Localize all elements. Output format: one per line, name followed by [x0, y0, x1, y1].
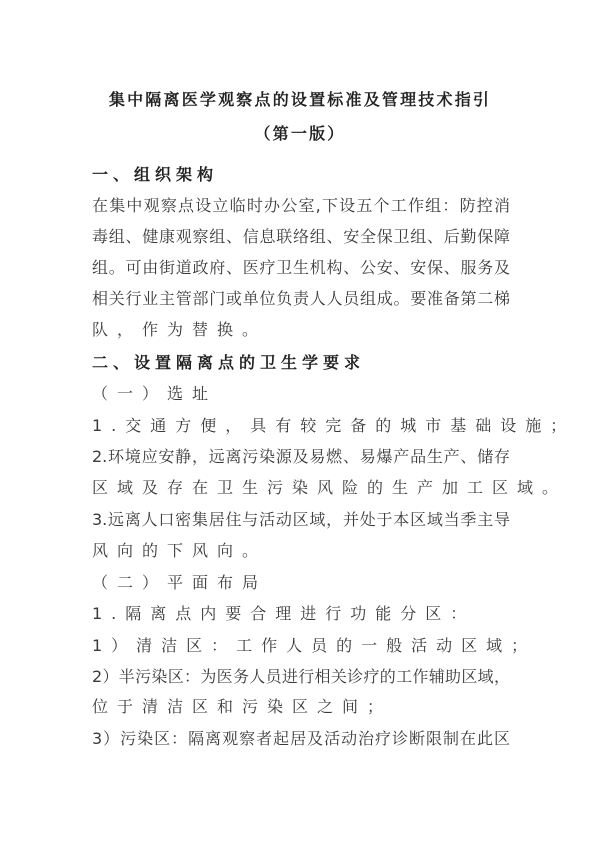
text-line: 组。可由街道政府、医疗卫生机构、公安、安保、服务及 — [92, 258, 510, 277]
text-line: （一）选址 — [92, 384, 218, 403]
text-line: 3）污染区：隔离观察者起居及活动治疗诊断限制在此区 — [92, 729, 510, 748]
document-edition: （第一版） — [254, 124, 346, 143]
text-line: 风向的下风向。 — [92, 541, 268, 560]
section-heading: 二、设置隔离点的卫生学要求 — [92, 353, 366, 372]
text-line: 1.交通方便，具有较完备的城市基础设施； — [92, 416, 576, 435]
text-line: （二）平面布局 — [92, 573, 268, 592]
text-line: 位于清洁区和污染区之间； — [92, 697, 393, 716]
text-line: 相关行业主管部门或单位负责人人员组成。要准备第二梯 — [92, 289, 510, 308]
document-title: 集中隔离医学观察点的设置标准及管理技术指引 — [108, 90, 492, 109]
text-line: 1.隔离点内要合理进行功能分区： — [92, 604, 476, 623]
text-line: 2.环境应安静，远离污染源及易燃、易爆产品生产、储存 — [92, 447, 510, 466]
text-line: 队，作为替换。 — [92, 320, 268, 339]
text-line: 3.远离人口密集居住与活动区域，并处于本区域当季主导 — [92, 510, 510, 529]
text-line: 区域及存在卫生污染风险的生产加工区域。 — [92, 478, 568, 497]
text-line: 毒组、健康观察组、信息联络组、安全保卫组、后勤保障 — [92, 227, 510, 246]
text-line: 在集中观察点设立临时办公室,下设五个工作组：防控消 — [92, 196, 510, 215]
text-line: 1）清洁区：工作人员的一般活动区域； — [92, 636, 537, 655]
section-heading: 一、组织架构 — [92, 165, 219, 184]
text-line: 2）半污染区：为医务人员进行相关诊疗的工作辅助区域， — [92, 667, 510, 686]
